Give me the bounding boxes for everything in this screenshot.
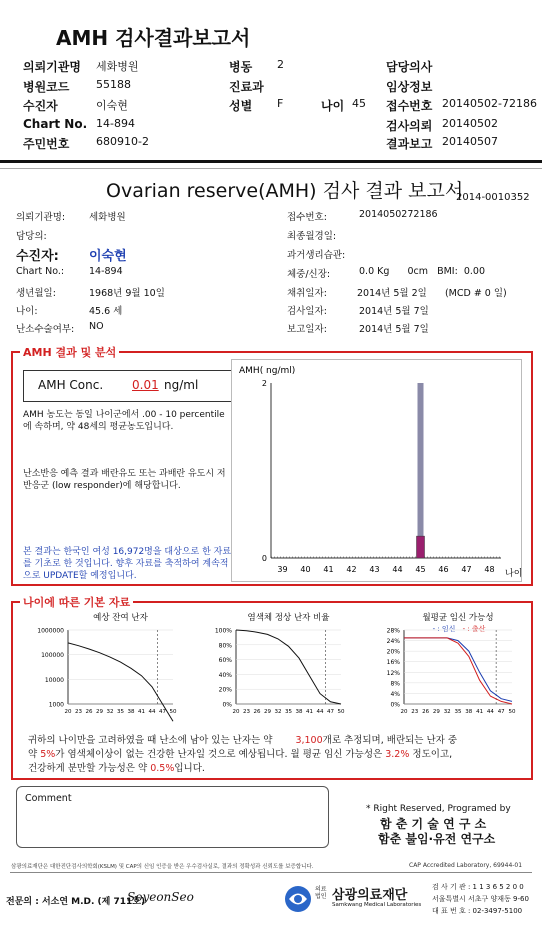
header-value: 45 (352, 97, 366, 110)
header-divider (0, 160, 542, 163)
amh-responder: 난소반응 예측 결과 배란유도 또는 과배란 유도시 저반응군 (low responder)에 해당합니다. (23, 469, 226, 491)
lab-name: 함춘 불임·유전 연구소 (378, 832, 496, 846)
report-field-label: 채취일자: (287, 288, 327, 299)
samkwang-logo-icon (283, 884, 313, 914)
report-field-value: 2014050272186 (359, 209, 438, 220)
mini-chart-2 (387, 612, 516, 715)
mini-y-tick: 10000 (44, 676, 64, 684)
header-value: 세화병원 (96, 60, 139, 73)
mini-chart-0 (37, 612, 177, 721)
summary-text-2c: 정도이고, (412, 749, 453, 760)
header-label: 담당의사 (386, 60, 433, 74)
remaining-eggs-value: 3,100 (295, 735, 323, 746)
summary-text-1: 귀하의 나이만을 고려하였을 때 난소에 남아 있는 난자는 약 (28, 735, 273, 746)
amh-x-tick: 43 (369, 565, 380, 574)
series-line-birth (404, 638, 512, 704)
mini-chart-title: 염색체 정상 난자 비율 (247, 613, 330, 623)
mini-x-tick: 38 (295, 709, 303, 715)
mini-y-tick: 0% (222, 701, 232, 709)
header-value: 20140507 (442, 135, 498, 148)
amh-y-tick: 0 (261, 554, 267, 563)
report-field-label: 보고일자: (287, 324, 327, 335)
mini-y-tick: 40% (218, 671, 232, 679)
mini-y-tick: 24% (386, 638, 400, 646)
comment-box (16, 786, 329, 848)
mini-y-tick: 80% (218, 642, 232, 650)
doctor-signature: SoyeonSeo (127, 890, 194, 904)
cap-number: CAP Accredited Laboratory, 69944-01 (409, 862, 523, 869)
amh-age-chart (231, 359, 523, 584)
legend-birth: - : 출산 (462, 625, 486, 633)
amh-x-tick: 47 (461, 565, 472, 574)
amh-note: 본 결과는 한국인 여성 16,972명을 대상으로 한 자료를 기초로 한 것입니다. 향후 자료를 축적하여 계속적으로 UPDATE할 예정입니다. (23, 547, 232, 581)
mini-x-tick: 50 (508, 709, 516, 715)
header-label: 접수번호 (386, 99, 433, 113)
mini-x-tick: 50 (337, 709, 345, 715)
patient-field-value: 세화병원 (89, 212, 126, 223)
patient-field-label: 의뢰기관명: (16, 212, 66, 223)
mini-x-tick: 47 (159, 709, 166, 715)
patient-field-label: 수진자: (16, 249, 59, 264)
mini-y-tick: 100% (214, 627, 232, 635)
org-type: 의료법인 (315, 886, 327, 900)
mini-x-tick: 44 (316, 709, 324, 715)
mini-x-tick: 23 (75, 709, 82, 715)
mini-y-tick: 8% (390, 680, 400, 688)
mini-y-tick: 16% (386, 659, 400, 667)
summary-text-3a: 건강하게 분만할 가능성은 약 (28, 763, 148, 774)
mini-y-tick: 4% (390, 690, 400, 698)
doctor-label: 전문의 : 서소연 M.D. (제 711호) (6, 897, 146, 907)
mini-x-tick: 44 (486, 709, 494, 715)
mini-x-tick: 38 (127, 709, 135, 715)
amh-range-bar (418, 383, 424, 558)
header-value: 20140502-72186 (442, 97, 537, 110)
mini-y-tick: 1000000 (37, 627, 64, 635)
mini-x-tick: 38 (465, 709, 473, 715)
mini-x-tick: 29 (264, 709, 271, 715)
patient-field-label: 담당의: (16, 231, 47, 242)
patient-field-label: Chart No.: (16, 266, 65, 277)
patient-field-label: 생년월일: (16, 288, 56, 299)
header-label: 병원코드 (23, 80, 70, 94)
mini-chart-1 (215, 612, 345, 715)
report-field-label: 최종월경일: (287, 231, 337, 242)
header-value: 680910-2 (96, 135, 149, 148)
header-divider-thin (0, 168, 542, 169)
summary-line-1 (28, 734, 457, 748)
summary-text-1b: 개로 추정되며, 배란되는 난자 중 (322, 735, 458, 746)
header-label: 주민번호 (23, 137, 70, 151)
header-label: 병동 (229, 60, 253, 74)
mini-chart-title: 예상 잔여 난자 (93, 613, 148, 623)
summary-text-2a: 약 (28, 749, 38, 760)
legend-pregnancy: - : 임신 (432, 625, 456, 633)
patient-field-value: NO (89, 321, 104, 332)
mini-x-tick: 35 (285, 709, 292, 715)
mini-x-tick: 26 (253, 709, 261, 715)
amh-patient-bar (417, 536, 425, 558)
amh-x-tick: 44 (392, 565, 403, 574)
mini-x-tick: 32 (106, 709, 114, 715)
mini-y-tick: 60% (218, 657, 232, 665)
mini-x-tick: 47 (497, 709, 505, 715)
org-name: 삼광의료재단 (332, 888, 408, 903)
footer-divider (10, 872, 532, 873)
pregnancy-chance-value: 3.2% (385, 749, 410, 760)
mini-x-tick: 35 (117, 709, 124, 715)
header-value: F (277, 97, 284, 110)
mini-x-tick: 20 (400, 709, 408, 715)
report-field-label: 접수번호: (287, 212, 327, 223)
amh-x-tick: 40 (300, 565, 311, 574)
basic-section-label: 나이에 따른 기본 자료 (20, 594, 133, 610)
mini-x-tick: 41 (306, 709, 313, 715)
header-value: 55188 (96, 78, 131, 91)
amh-x-tick: 45 (415, 565, 426, 574)
amh-y-tick: 2 (261, 379, 267, 388)
summary-line-2 (28, 748, 452, 762)
report-field-value: 2014년 5월 7일 (359, 324, 429, 335)
mini-x-tick: 20 (232, 709, 240, 715)
amh-x-tick: 39 (277, 565, 288, 574)
header-label: 진료과 (229, 80, 264, 94)
mini-x-tick: 41 (476, 709, 484, 715)
normal-egg-ratio-value: 5% (40, 749, 56, 760)
comment-label: Comment (25, 793, 72, 804)
header-label: 검사의뢰 (386, 119, 433, 133)
age-charts (18, 608, 523, 726)
accreditation-note: 삼광의료재단은 대한진단검사의학회(KSLM) 및 CAP의 신임 인증을 받은 우수검사실로, 결과의 정확성과 신뢰도를 보증합니다. (11, 864, 314, 870)
header-value: 이숙현 (96, 99, 128, 112)
amh-conc-unit: ng/ml (164, 378, 199, 392)
mini-x-tick: 29 (96, 709, 103, 715)
birth-chance-value: 0.5% (150, 763, 175, 774)
lab-code: 검 사 기 관 : 1 1 3 6 5 2 0 0 (432, 883, 524, 891)
header-label: 나이 (321, 99, 345, 113)
org-english-name: Samkwang Medical Laboratories (332, 902, 422, 908)
amh-x-tick: 41 (323, 565, 334, 574)
header-value: 14-894 (96, 117, 135, 130)
patient-field-label: 나이: (16, 306, 38, 317)
report-field-label: 체중/신장: (287, 269, 331, 280)
header-value: 2 (277, 58, 284, 71)
mini-x-tick: 41 (138, 709, 145, 715)
amh-conc-label: AMH Conc. (38, 378, 104, 392)
mini-x-tick: 35 (454, 709, 462, 715)
header-label: Chart No. (23, 117, 88, 131)
summary-line-3 (28, 762, 205, 776)
lab-address: 서울특별시 서초구 양재동 9-60 (432, 895, 529, 903)
amh-interpretation: AMH 농도는 동일 나이군에서 .00 - 10 percentile에 속하며, 약 48세의 평균농도입니다. (23, 410, 225, 432)
mini-x-tick: 47 (327, 709, 334, 715)
amh-chart-title: AMH( ng/ml) (239, 366, 296, 376)
rights-line: * Right Reserved, Programed by (366, 804, 511, 814)
amh-chart-frame (232, 360, 522, 582)
amh-x-tick: 48 (484, 565, 495, 574)
page-title: AMH 검사결과보고서 (56, 26, 251, 50)
report-field-label: 검사일자: (287, 306, 327, 317)
patient-field-value: 14-894 (89, 266, 123, 277)
summary-text-2b: 가 염색체이상이 없는 건강한 난자일 것으로 예상됩니다. 월 평균 임신 가능성은 (55, 749, 383, 760)
mini-chart-title: 월평균 임신 가능성 (422, 613, 494, 623)
mini-x-tick: 32 (274, 709, 282, 715)
report-field-value: 2014년 5월 2일 (MCD # 0 일) (357, 288, 507, 299)
mini-y-tick: 12% (386, 669, 400, 677)
mini-y-tick: 0% (390, 701, 400, 709)
report-field-value: 0.0 Kg 0cm BMI: 0.00 (359, 266, 485, 277)
mini-x-tick: 23 (411, 709, 419, 715)
mini-x-tick: 26 (422, 709, 430, 715)
patient-field-label: 난소수술여부: (16, 324, 75, 335)
report-field-value: 2014년 5월 7일 (359, 306, 429, 317)
mini-y-tick: 20% (386, 648, 400, 656)
header-label: 임상정보 (386, 80, 433, 94)
mini-x-tick: 44 (148, 709, 156, 715)
mini-y-tick: 100000 (41, 652, 64, 660)
header-value: 20140502 (442, 117, 498, 130)
amh-section-label: AMH 결과 및 분석 (20, 344, 119, 360)
mini-y-tick: 20% (218, 686, 232, 694)
patient-field-value: 1968년 9월 10일 (89, 288, 165, 299)
lab-phone: 대 표 번 호 : 02-3497-5100 (432, 907, 523, 915)
amh-conc-box (23, 370, 232, 402)
report-title: Ovarian reserve(AMH) 검사 결과 보고서 (106, 180, 464, 202)
amh-conc-value: 0.01 (132, 378, 159, 392)
institute-name: 함 춘 기 술 연 구 소 (380, 817, 487, 831)
mini-y-tick: 1000 (48, 701, 64, 709)
mini-x-tick: 20 (64, 709, 72, 715)
mini-y-tick: 28% (386, 627, 400, 635)
header-label: 성별 (229, 99, 253, 113)
amh-x-label: 나이 (505, 569, 523, 579)
summary-text-3b: 입니다. (174, 763, 205, 774)
report-field-label: 과거생리습관: (287, 250, 346, 261)
mini-x-tick: 50 (169, 709, 177, 715)
header-label: 결과보고 (386, 137, 433, 151)
report-number: 2014-0010352 (456, 192, 530, 203)
patient-field-value: 이숙현 (89, 249, 127, 264)
mini-x-tick: 23 (243, 709, 250, 715)
mini-x-tick: 29 (432, 709, 440, 715)
series-line-pregnancy (404, 638, 512, 702)
header-label: 의뢰기관명 (23, 60, 81, 74)
amh-x-tick: 46 (438, 565, 449, 574)
mini-x-tick: 26 (85, 709, 93, 715)
patient-field-value: 45.6 세 (89, 306, 123, 317)
header-label: 수진자 (23, 99, 58, 113)
mini-x-tick: 32 (443, 709, 451, 715)
amh-x-tick: 42 (346, 565, 357, 574)
